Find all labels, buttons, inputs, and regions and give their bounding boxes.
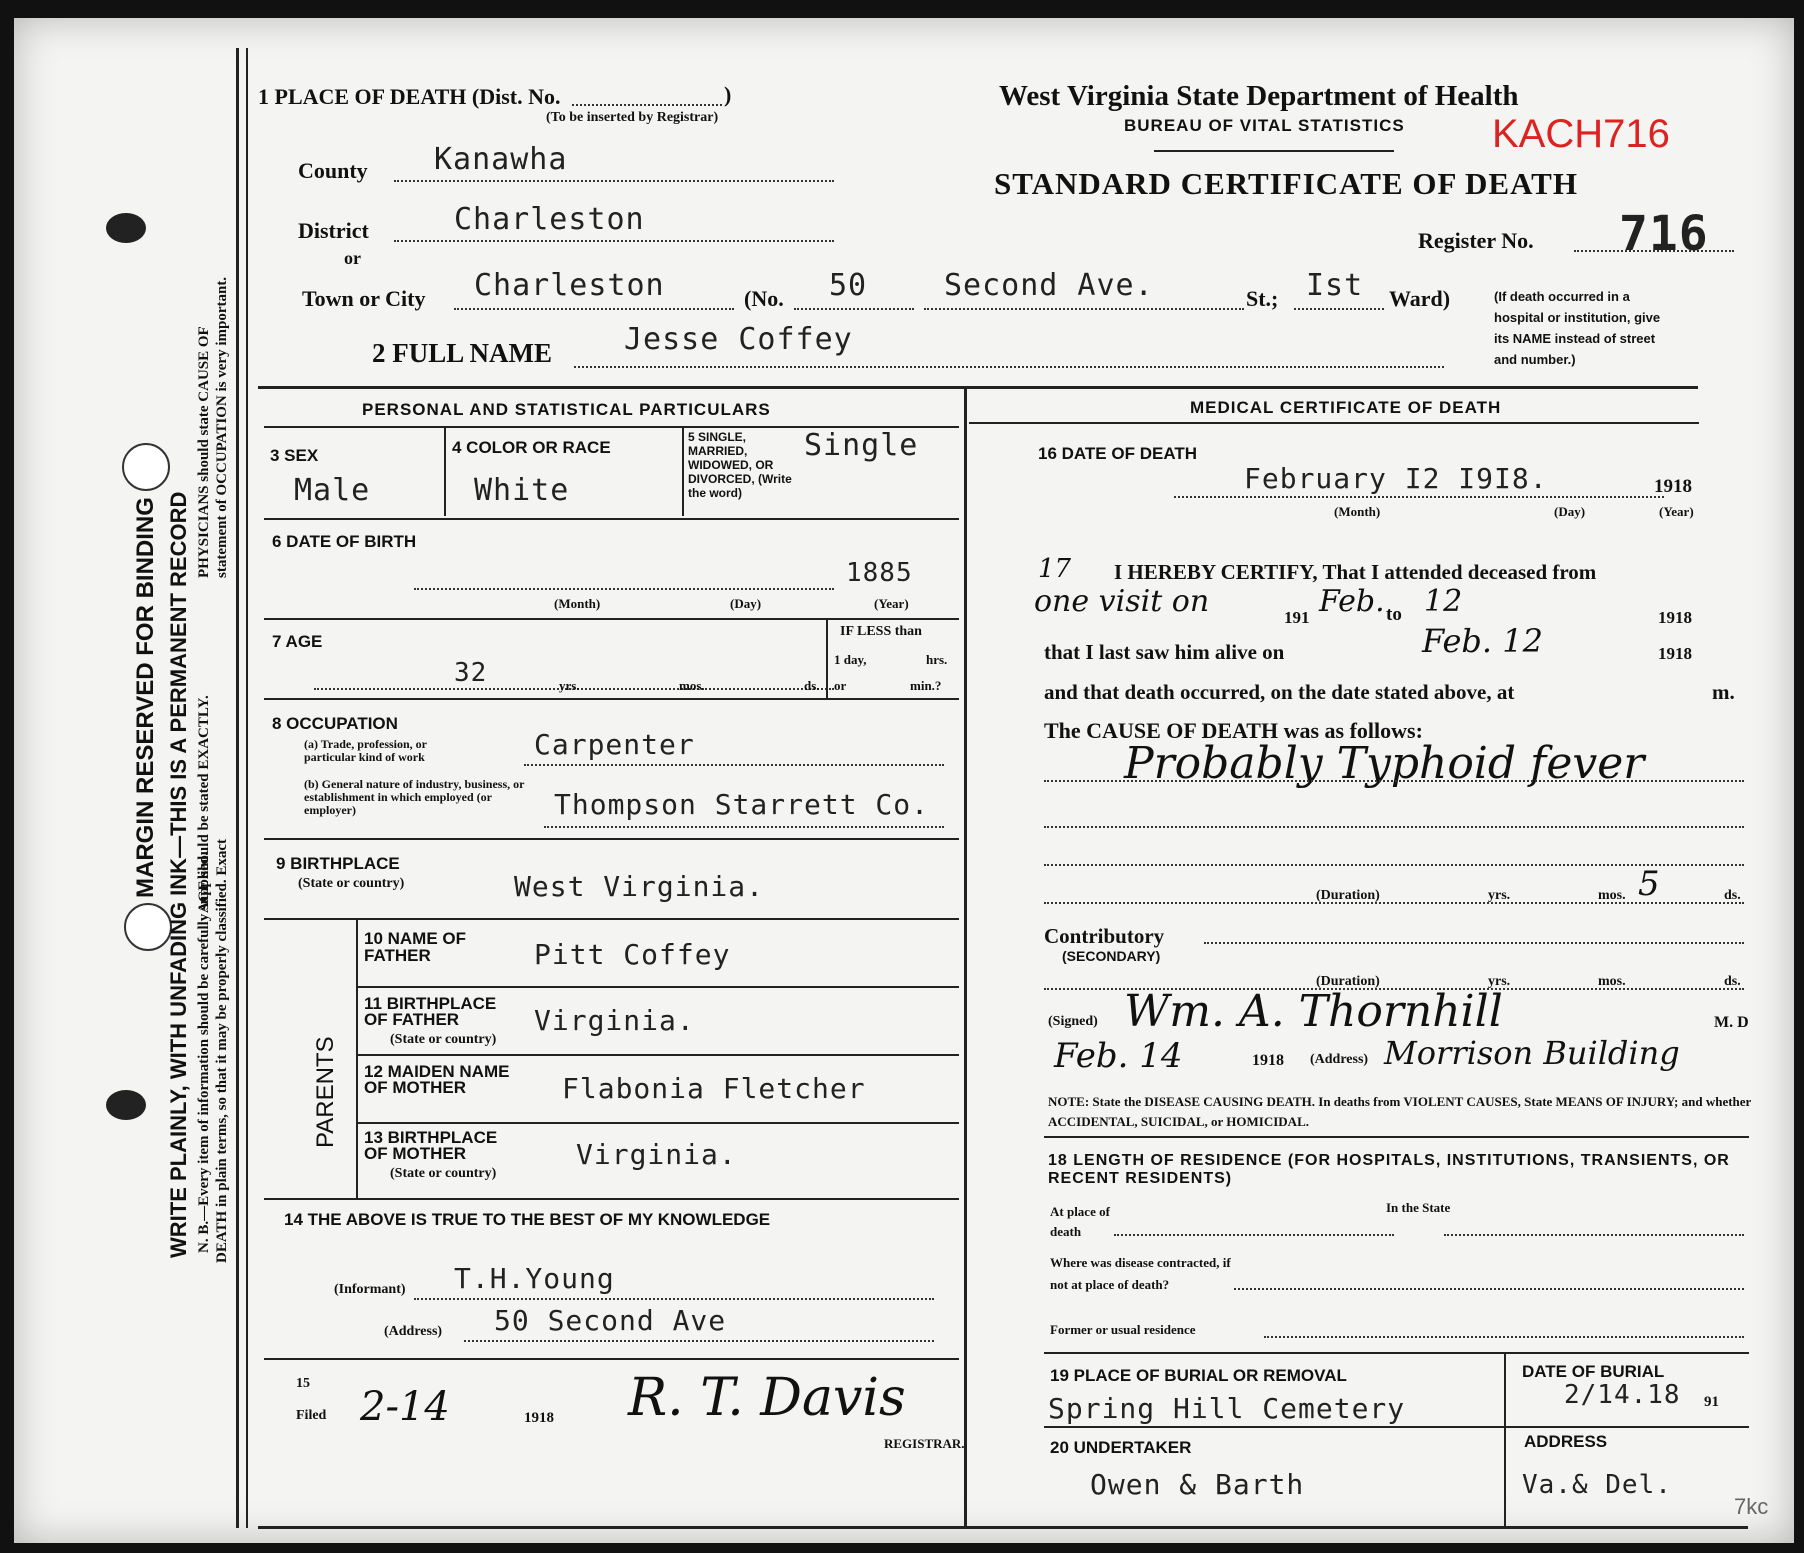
occupation-a-value: Carpenter [534, 728, 695, 761]
or-label: or [344, 248, 361, 268]
signature-address: Morrison Building [1384, 1034, 1680, 1072]
cause-line-2 [1044, 826, 1744, 828]
father-birthplace-label: 11 BIRTHPLACE OF FATHER [364, 994, 497, 1029]
duration-mos: mos. [1598, 888, 1626, 903]
county-label: County [298, 158, 368, 183]
main-top-rule [258, 386, 1698, 389]
filed-label: Filed [296, 1408, 327, 1423]
father-name-value: Pitt Coffey [534, 938, 731, 971]
dod-year-caption: (Year) [1659, 504, 1694, 519]
date-of-death-value: February I2 I9I8. [1244, 462, 1548, 495]
occupation-label: 8 OCCUPATION [272, 714, 398, 733]
registrar-signature: R. T. Davis [628, 1368, 906, 1428]
in-state-label: In the State [1386, 1200, 1451, 1215]
note-rule [1044, 1136, 1749, 1138]
burial-label: 19 PLACE OF BURIAL OR REMOVAL [1050, 1366, 1347, 1385]
burial-date-value: 2/14.18 [1564, 1380, 1681, 1410]
age-mos: mos. [679, 678, 705, 693]
informant-address-line [464, 1340, 934, 1342]
age-value: 32 [454, 658, 488, 688]
undertaker-address-value: Va.& Del. [1522, 1470, 1672, 1500]
contrib-mos: mos. [1598, 974, 1626, 989]
signed-label: (Signed) [1048, 1014, 1098, 1029]
margin-nb2-text: DEATH in plain terms, so that it may be properly classified. Exact [214, 838, 230, 1263]
district-label: District [298, 218, 369, 243]
contracted-line [1234, 1288, 1744, 1290]
burial-date-year: 91 [1704, 1394, 1719, 1410]
at-place-line [1114, 1234, 1394, 1236]
dod-month-caption: (Month) [1334, 504, 1381, 519]
street-value: Second Ave. [944, 268, 1154, 303]
attended-from-date: Feb. [1319, 584, 1385, 619]
parents-divider [356, 918, 358, 1198]
attended-to-date: 12 [1424, 584, 1463, 619]
physician-signature: Wm. A. Thornhill [1124, 986, 1503, 1037]
town-value: Charleston [474, 268, 665, 303]
margin-physicians-text: PHYSICIANS should state CAUSE OF [196, 326, 212, 578]
margin-write-text: WRITE PLAINLY, WITH UNFADING INK—THIS IS A PERMANENT RECORD [166, 491, 191, 1258]
burial-date-label: DATE OF BURIAL [1522, 1362, 1665, 1381]
death-certificate [14, 18, 1794, 1543]
full-name-line [574, 366, 1444, 368]
marital-label: 5 SINGLE, MARRIED, WIDOWED, OR DIVORCED, (Write the word) [688, 430, 792, 500]
min-label: min.? [910, 678, 942, 693]
race-value: White [474, 473, 570, 508]
binding-hole-bottom [106, 1090, 146, 1120]
personal-header: PERSONAL AND STATISTICAL PARTICULARS [362, 400, 771, 419]
attended-from-year: 191 [1284, 608, 1310, 627]
certificate-title: STANDARD CERTIFICATE OF DEATH [994, 166, 1578, 201]
last-saw-label: that I last saw him alive on [1044, 640, 1285, 664]
full-name-value: Jesse Coffey [624, 322, 853, 357]
contrib-duration-caption: (Duration) [1316, 974, 1380, 989]
mother-bp-caption: (State or country) [390, 1166, 497, 1181]
undertaker-label: 20 UNDERTAKER [1050, 1438, 1192, 1457]
row-rule-4 [264, 838, 959, 840]
birthplace-label: 9 BIRTHPLACE [276, 854, 400, 873]
burial-divider [1504, 1352, 1506, 1527]
father-birthplace-value: Virginia. [534, 1004, 695, 1037]
ward-label: Ward) [1389, 286, 1451, 311]
row-rule-1 [264, 518, 959, 520]
street-no-label: (No. [744, 286, 784, 311]
row-rule-9 [264, 1198, 959, 1200]
occupation-b-value: Thompson Starrett Co. [554, 788, 930, 821]
attended-from: one visit on [1034, 584, 1210, 619]
county-line [394, 180, 834, 182]
contracted-label: Where was disease contracted, if not at place of death? [1050, 1255, 1231, 1292]
bottom-rule [258, 1526, 1748, 1529]
race-label: 4 COLOR OR RACE [452, 438, 611, 457]
parents-label: PARENTS [312, 1036, 339, 1148]
dob-year-value: 1885 [846, 558, 913, 588]
cause-line-1 [1044, 780, 1744, 782]
burial-bottom-rule [1044, 1426, 1749, 1428]
st-label: St.; [1246, 286, 1279, 311]
town-line [454, 308, 734, 310]
filed-date: 2-14 [360, 1384, 450, 1430]
undertaker-address-label: ADDRESS [1524, 1432, 1608, 1451]
residence-bottom-rule [1044, 1352, 1749, 1354]
contrib-ds: ds. [1724, 974, 1741, 989]
ward-line [1294, 308, 1384, 310]
undertaker-value: Owen & Barth [1090, 1468, 1305, 1501]
former-residence-line [1264, 1336, 1744, 1338]
street-line [924, 308, 1244, 310]
in-state-line [1444, 1234, 1744, 1236]
note-text: NOTE: State the DISEASE CAUSING DEATH. In deaths from VIOLENT CAUSES, State MEANS OF INJURY; and whether ACCIDENTAL, SUICIDAL, or HOMICIDAL. [1048, 1094, 1752, 1129]
duration-caption: (Duration) [1316, 888, 1380, 903]
duration-yrs: yrs. [1488, 888, 1511, 903]
row-rule-7 [356, 1054, 959, 1056]
father-bp-caption: (State or country) [390, 1032, 497, 1047]
last-saw-year: 1918 [1658, 644, 1692, 663]
or-min-label: or [834, 678, 847, 693]
sex-label: 3 SEX [270, 446, 319, 465]
age-label: 7 AGE [272, 632, 323, 651]
district-value: Charleston [454, 202, 645, 237]
bureau-underline [1154, 150, 1394, 152]
mother-name-label: 12 MAIDEN NAME OF MOTHER [364, 1062, 510, 1097]
signature-date: Feb. 14 [1054, 1036, 1183, 1076]
occupation-a-label: (a) Trade, profession, or particular kind of work [304, 737, 427, 764]
row-rule-2 [264, 618, 959, 620]
to-label: to [1386, 604, 1402, 625]
ward-value: Ist [1306, 268, 1364, 303]
age-yrs: yrs. [559, 678, 580, 693]
one-day-label: 1 day, [834, 652, 867, 667]
dob-line [414, 588, 834, 590]
former-residence-label: Former or usual residence [1050, 1322, 1196, 1337]
stamp-code: KACH716 [1492, 112, 1670, 156]
date-of-death-year: 1918 [1654, 476, 1692, 497]
dob-label: 6 DATE OF BIRTH [272, 532, 417, 551]
dist-no-line [572, 104, 722, 106]
contrib-yrs: yrs. [1488, 974, 1511, 989]
sex-race-divider [444, 426, 446, 516]
age-ds: ds. [804, 678, 820, 693]
occupation-b-label: (b) General nature of industry, business, or establishment in which employed (or employer) [304, 777, 525, 817]
certify-number: 17 [1038, 554, 1072, 584]
dob-day-caption: (Day) [730, 596, 762, 611]
medical-header: MEDICAL CERTIFICATE OF DEATH [1190, 398, 1502, 417]
mother-birthplace-value: Virginia. [576, 1138, 737, 1171]
hospital-note: (If death occurred in a hospital or institution, give its NAME instead of street and number.) [1494, 289, 1661, 367]
margin-rule [236, 48, 239, 1528]
informant-line [414, 1298, 934, 1300]
filed-number: 15 [296, 1376, 310, 1391]
dob-month-caption: (Month) [554, 596, 601, 611]
at-place-label: At place of death [1050, 1204, 1110, 1239]
certify-statement: I HEREBY CERTIFY, That I attended deceased from [1114, 560, 1597, 584]
registrar-note: (To be inserted by Registrar) [546, 110, 719, 125]
full-name-label: 2 FULL NAME [372, 338, 553, 368]
birthplace-caption: (State or country) [298, 876, 405, 891]
row-rule-5 [264, 918, 959, 920]
street-no-line [794, 308, 914, 310]
race-marital-divider [682, 426, 684, 516]
informant-address-value: 50 Second Ave [494, 1304, 727, 1337]
registrar-label: REGISTRAR. [884, 1436, 965, 1451]
residence-label: 18 LENGTH OF RESIDENCE (FOR HOSPITALS, INSTITUTIONS, TRANSIENTS, OR RECENT RESIDENTS) [1048, 1152, 1730, 1187]
date-of-death-label: 16 DATE OF DEATH [1038, 444, 1197, 463]
margin-occ-note: statement of OCCUPATION is very important. [214, 276, 230, 578]
row-rule-8 [356, 1122, 959, 1124]
informant-address-label: (Address) [384, 1324, 443, 1339]
margin-rule-inner [246, 48, 248, 1528]
true-statement-label: 14 THE ABOVE IS TRUE TO THE BEST OF MY KNOWLEDGE [284, 1210, 771, 1229]
attended-to-year: 1918 [1658, 608, 1692, 627]
father-name-label: 10 NAME OF FATHER [364, 929, 467, 965]
marital-value: Single [804, 428, 919, 463]
informant-label: (Informant) [334, 1282, 406, 1297]
occurred-m: m. [1712, 680, 1735, 704]
secondary-label: (SECONDARY) [1062, 948, 1161, 964]
md-label: M. D [1714, 1014, 1749, 1031]
burial-value: Spring Hill Cemetery [1048, 1392, 1406, 1425]
cause-label: The CAUSE OF DEATH was as follows: [1044, 718, 1423, 743]
street-no-value: 50 [829, 268, 868, 303]
occupation-a-line [524, 764, 944, 766]
department-title: West Virginia State Department of Health [999, 80, 1519, 112]
cause-value: Probably Typhoid fever [1124, 738, 1645, 789]
last-saw-date: Feb. 12 [1422, 622, 1543, 660]
margin-nb1-text: N. B.—Every item of information should be carefully supplied. [196, 852, 212, 1253]
place-label-end: ) [724, 82, 732, 107]
mother-birthplace-label: 13 BIRTHPLACE OF MOTHER [364, 1128, 498, 1163]
hrs-label: hrs. [926, 652, 948, 667]
district-line [394, 240, 834, 242]
binding-hole-top [106, 213, 146, 243]
row-rule-6 [356, 986, 959, 988]
signature-address-label: (Address) [1310, 1052, 1369, 1067]
center-divider [964, 386, 967, 1526]
sex-value: Male [294, 473, 371, 508]
bureau-title: BUREAU OF VITAL STATISTICS [1124, 116, 1405, 135]
occupation-b-line [544, 826, 944, 828]
town-label: Town or City [302, 286, 426, 311]
place-of-death-label: 1 PLACE OF DEATH (Dist. No. [258, 84, 561, 109]
row-rule-10 [264, 1358, 959, 1360]
dod-day-caption: (Day) [1554, 504, 1586, 519]
punch-hole-lower [124, 903, 172, 951]
filed-year: 1918 [524, 1410, 554, 1426]
margin-age-note: AGE should be stated EXACTLY. [196, 695, 212, 913]
age-divider [826, 618, 828, 698]
register-number: 716 [1619, 206, 1709, 262]
contributory-line [1204, 942, 1744, 944]
register-label: Register No. [1418, 228, 1534, 253]
medical-header-rule [969, 422, 1699, 424]
birthplace-value: West Virginia. [514, 870, 765, 903]
contributory-label: Contributory [1044, 924, 1165, 948]
margin-binding-text: MARGIN RESERVED FOR BINDING [132, 497, 159, 898]
less-than-label: IF LESS than [840, 624, 922, 639]
county-value: Kanawha [434, 142, 568, 177]
row-rule-3 [264, 698, 959, 700]
dob-year-caption: (Year) [874, 596, 909, 611]
signature-year: 1918 [1252, 1052, 1284, 1069]
date-of-death-line [1174, 496, 1664, 498]
informant-value: T.H.Young [454, 1262, 615, 1295]
mother-name-value: Flabonia Fletcher [562, 1072, 866, 1105]
occurred-label: and that death occurred, on the date stated above, at [1044, 680, 1515, 704]
duration-ds: ds. [1724, 888, 1741, 903]
duration-ds-value: 5 [1638, 864, 1660, 904]
punch-hole-upper [122, 443, 170, 491]
corner-mark: 7kc [1734, 1494, 1769, 1519]
